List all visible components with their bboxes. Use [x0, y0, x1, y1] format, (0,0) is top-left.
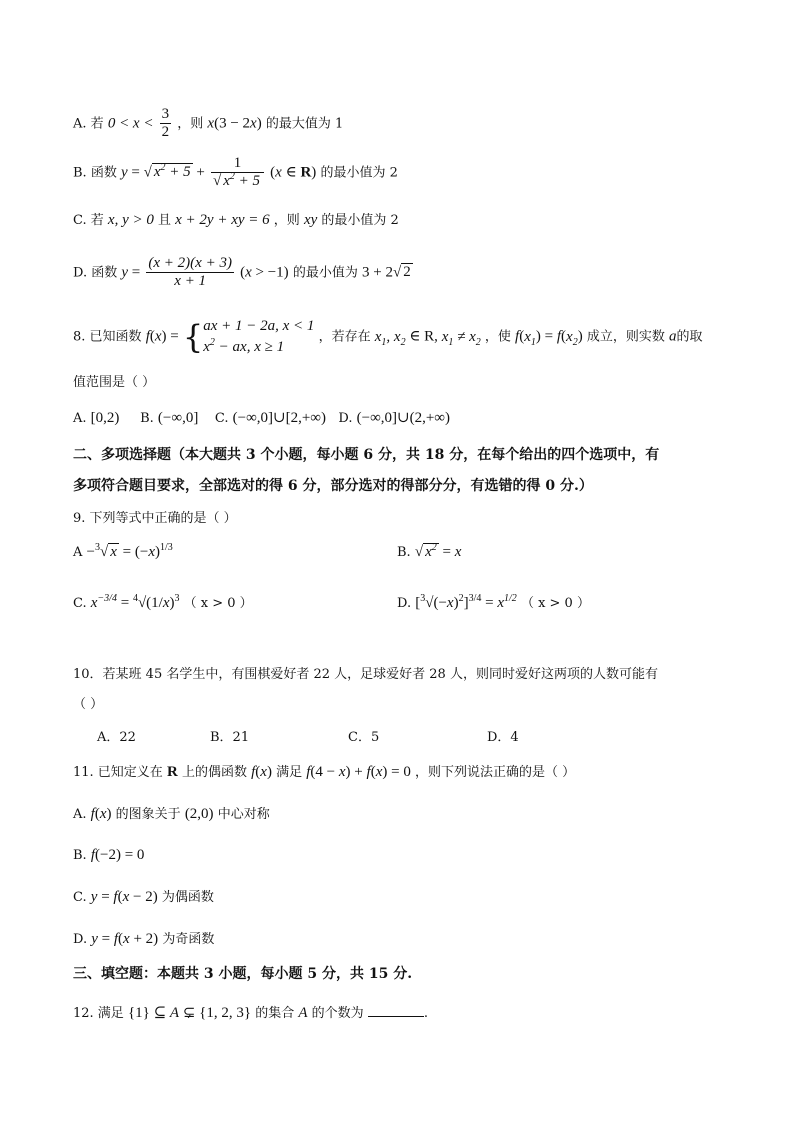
q10-option-c: C．5: [348, 730, 380, 745]
fraction-3-2: $\frac{3}{2}$: [161, 106, 170, 141]
question-12-stem: 12. 满足 {1} ⊆ A ⊊ {1, 2, 3} 的集合 A 的个数为 .: [73, 1005, 428, 1021]
answer-blank[interactable]: [368, 1004, 424, 1017]
q9-option-d: D. $[^3√(-x)^2]^{3/4} = x^{1/2}$ （ x > 0 ）: [397, 593, 590, 611]
left-brace: {: [182, 318, 204, 356]
q9-option-c: C. $x^{-3/4} = ^4√(1/x)^3$ （ x > 0 ）: [73, 593, 253, 611]
q7-option-a: A. 若 0 < x < $\frac{3}{2}$ ，则 x(3 − 2x) 的最大值为 1: [73, 106, 344, 141]
piecewise-cases: ax + 1 − 2a, x < 1 $x^2$ − ax, x ≥ 1: [203, 318, 315, 355]
fraction-1-sqrt: $\frac{1}{√ x^2 + 5}$: [211, 155, 264, 191]
q7-option-b: B. 函数 y = √ $x^2 + 5$ + $\frac{1}{√ x^2 + 5}$ (x ∈ R) 的最小值为 2: [73, 155, 398, 190]
q10-option-a: A．22: [97, 730, 136, 745]
q9-option-b: B. √ $x^2 = x$: [397, 542, 462, 560]
q11-option-d: D. y = f(x + 2) 为奇函数: [73, 931, 215, 947]
question-9-stem: 9. 下列等式中正确的是（ ）: [73, 511, 237, 526]
q7-option-d: D. 函数 y = $\frac{(x + 2)(x + 3)}{x + 1}$ (x > −1) 的最小值为 3 + 2√ 2: [73, 255, 411, 290]
section-2-heading: 二、多项选择题（本大题共 3 个小题，每小题 6 分，共 18 分，在每个给出的四个选项中，有: [73, 447, 660, 463]
q11-option-c: C. y = f(x − 2) 为偶函数: [73, 889, 214, 905]
q11-option-b: B. f(−2) = 0: [73, 847, 145, 863]
q10-option-b: B．21: [210, 730, 250, 745]
question-10-paren: （ ）: [73, 697, 104, 712]
question-8-options: A. [0,2) B. (−∞,0] C. (−∞,0]∪[2,+∞) D. (−∞,0]∪(2,+∞): [73, 410, 450, 426]
q7-option-c: C. 若 x, y > 0 且 x + 2y + xy = 6 ，则 xy 的最小值为 2: [73, 212, 399, 228]
math-inequality: 0 < x <: [107, 115, 154, 132]
q10-option-d: D．4: [487, 730, 519, 745]
section-3-heading: 三、填空题：本题共 3 小题，每小题 5 分，共 15 分.: [73, 966, 413, 982]
question-8-stem-cont: 值范围是（ ）: [73, 375, 156, 390]
question-8-stem: 8. 已知函数 f(x) = {ax + 1 − 2a, x < 1 $x^2$ − ax, x ≥ 1 ，若存在 $x_1$, $x_2$ ∈ R, $x_1 \ne x_2$ ，使 $f(x_1) = f(x_2)$ 成立，则实数 a的取: [73, 318, 703, 356]
section-2-heading-cont: 多项符合题目要求，全部选对的得 6 分，部分选对的得部分分，有选错的得 0 分.）: [73, 478, 593, 494]
question-10-stem: 10．若某班 45 名学生中，有围棋爱好者 22 人，足球爱好者 28 人，则同时爱好这两项的人数可能有: [73, 667, 658, 682]
fraction-rational: $\frac{(x + 2)(x + 3)}{x + 1}$: [148, 255, 232, 290]
q9-option-a: A −$^3$√ $x = (-x)^{1/3}$: [73, 542, 173, 560]
q11-option-a: A. f(x) 的图象关于 (2,0) 中心对称: [73, 806, 270, 822]
question-11-stem: 11. 已知定义在 R 上的偶函数 f(x) 满足 f(4 − x) + f(x) = 0 ，则下列说法正确的是（ ）: [73, 764, 576, 780]
